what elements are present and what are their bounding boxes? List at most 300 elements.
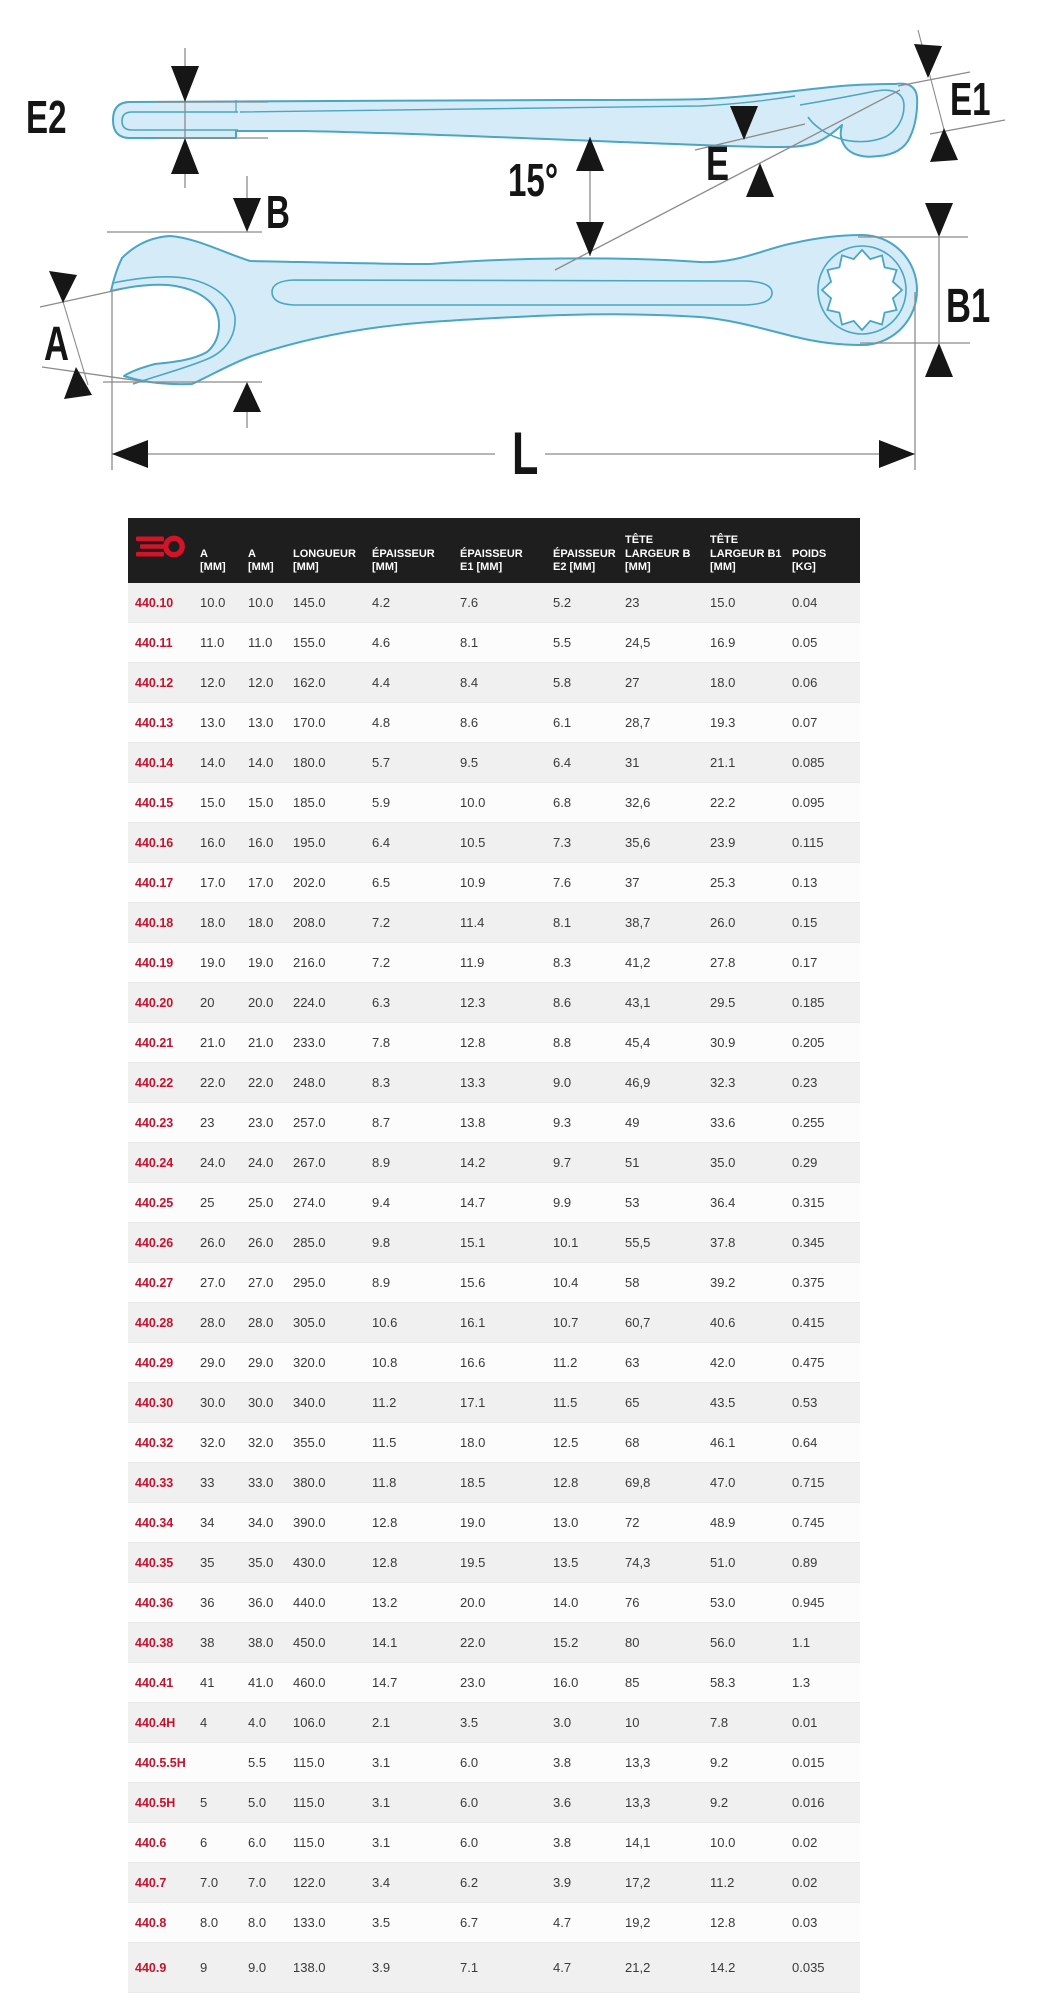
value-cell: 34.0: [248, 1515, 274, 1530]
value-cell: 53: [625, 1195, 640, 1210]
value-cell: 0.17: [792, 955, 818, 970]
value-cell: 65: [625, 1395, 640, 1410]
value-cell: 4.7: [553, 1915, 572, 1930]
value-cell: 41,2: [625, 955, 651, 970]
value-cell: 21.0: [248, 1035, 274, 1050]
value-cell: 63: [625, 1355, 640, 1370]
ref-cell[interactable]: 440.22: [135, 1075, 174, 1090]
value-cell: 15.0: [248, 795, 274, 810]
value-cell: 0.185: [792, 995, 825, 1010]
value-cell: 248.0: [293, 1075, 326, 1090]
value-cell: 1.1: [792, 1635, 811, 1650]
value-cell: 53.0: [710, 1595, 736, 1610]
ref-cell[interactable]: 440.30: [135, 1395, 174, 1410]
value-cell: 170.0: [293, 715, 326, 730]
ref-cell[interactable]: 440.24: [135, 1155, 174, 1170]
value-cell: 320.0: [293, 1355, 326, 1370]
value-cell: 9.2: [710, 1755, 729, 1770]
value-cell: 5.7: [372, 755, 391, 770]
value-cell: 16.0: [248, 835, 274, 850]
ref-cell[interactable]: 440.19: [135, 955, 174, 970]
value-cell: 27.0: [200, 1275, 226, 1290]
value-cell: 28.0: [248, 1315, 274, 1330]
value-cell: 20: [200, 995, 215, 1010]
value-cell: 14.0: [200, 755, 226, 770]
value-cell: 30.9: [710, 1035, 736, 1050]
ref-cell[interactable]: 440.36: [135, 1595, 174, 1610]
value-cell: 0.02: [792, 1875, 818, 1890]
value-cell: 0.115: [792, 835, 824, 850]
value-cell: 14.0: [553, 1595, 579, 1610]
value-cell: 0.035: [792, 1960, 825, 1975]
value-cell: 0.01: [792, 1715, 818, 1730]
value-cell: 10.0: [710, 1835, 736, 1850]
arrow-up-icon: [233, 382, 261, 412]
value-cell: 41.0: [248, 1675, 274, 1690]
value-cell: 450.0: [293, 1635, 326, 1650]
value-cell: 0.255: [792, 1115, 825, 1130]
value-cell: 0.02: [792, 1835, 818, 1850]
value-cell: 7.6: [553, 875, 572, 890]
value-cell: 8.6: [553, 995, 572, 1010]
table-row: [128, 743, 860, 783]
value-cell: 23: [625, 595, 640, 610]
value-cell: 0.345: [792, 1235, 825, 1250]
ref-cell[interactable]: 440.9: [135, 1960, 167, 1975]
column-header-a1: A [MM]: [200, 547, 226, 574]
value-cell: 0.07: [792, 715, 818, 730]
value-cell: 14.7: [372, 1675, 398, 1690]
value-cell: 0.375: [792, 1275, 825, 1290]
value-cell: 0.016: [792, 1795, 825, 1810]
value-cell: 390.0: [293, 1515, 326, 1530]
ref-cell[interactable]: 440.38: [135, 1635, 174, 1650]
value-cell: 22.2: [710, 795, 736, 810]
ref-cell[interactable]: 440.10: [135, 595, 174, 610]
column-header-tete-largeur-b1: TÊTE LARGEUR B1 [MM]: [710, 533, 782, 574]
value-cell: 19.0: [460, 1515, 486, 1530]
table-row: [128, 1463, 860, 1503]
value-cell: 34: [200, 1515, 215, 1530]
ref-cell[interactable]: 440.5.5H: [135, 1755, 186, 1770]
value-cell: 3.8: [553, 1755, 572, 1770]
ref-cell[interactable]: 440.4H: [135, 1715, 176, 1730]
value-cell: 9.8: [372, 1235, 391, 1250]
value-cell: 8.0: [200, 1915, 219, 1930]
value-cell: 18.5: [460, 1475, 486, 1490]
value-cell: 22.0: [460, 1635, 486, 1650]
value-cell: 10.5: [460, 835, 486, 850]
table-row: [128, 1023, 860, 1063]
value-cell: 49: [625, 1115, 640, 1130]
value-cell: 13,3: [625, 1755, 651, 1770]
value-cell: 3.9: [372, 1960, 391, 1975]
value-cell: 0.04: [792, 595, 818, 610]
ref-cell[interactable]: 440.20: [135, 995, 174, 1010]
table-row: [128, 863, 860, 903]
dim-label-b: B: [266, 187, 290, 239]
value-cell: 68: [625, 1435, 640, 1450]
value-cell: 7.8: [710, 1715, 729, 1730]
value-cell: 21.0: [200, 1035, 226, 1050]
value-cell: 41: [200, 1675, 215, 1690]
value-cell: 15.6: [460, 1275, 486, 1290]
value-cell: 4.8: [372, 715, 391, 730]
value-cell: 115.0: [293, 1795, 325, 1810]
value-cell: 74,3: [625, 1555, 651, 1570]
arrow-left-icon: [112, 440, 148, 468]
value-cell: 46.1: [710, 1435, 736, 1450]
value-cell: 195.0: [293, 835, 326, 850]
value-cell: 23.0: [248, 1115, 274, 1130]
value-cell: 3.1: [372, 1835, 391, 1850]
value-cell: 6.4: [553, 755, 572, 770]
table-body: [128, 583, 860, 1993]
column-header-a2: A [MM]: [248, 547, 274, 574]
value-cell: 4.7: [553, 1960, 572, 1975]
table-row: [128, 1303, 860, 1343]
table-row: [128, 703, 860, 743]
table-row: [128, 783, 860, 823]
value-cell: 9.9: [553, 1195, 572, 1210]
value-cell: 6: [200, 1835, 208, 1850]
value-cell: 3.1: [372, 1795, 391, 1810]
value-cell: 6.2: [460, 1875, 479, 1890]
value-cell: 9.7: [553, 1155, 572, 1170]
value-cell: 8.6: [460, 715, 479, 730]
value-cell: 13.8: [460, 1115, 486, 1130]
value-cell: 16.1: [460, 1315, 486, 1330]
ref-cell[interactable]: 440.27: [135, 1275, 174, 1290]
value-cell: 11.8: [372, 1475, 397, 1490]
value-cell: 18.0: [200, 915, 226, 930]
dim-label-e: E: [706, 136, 730, 191]
ref-cell[interactable]: 440.18: [135, 915, 174, 930]
value-cell: 7.6: [460, 595, 479, 610]
value-cell: 56.0: [710, 1635, 736, 1650]
value-cell: 35.0: [248, 1555, 274, 1570]
ref-cell[interactable]: 440.26: [135, 1235, 174, 1250]
table-row: [128, 1503, 860, 1543]
value-cell: 8.3: [553, 955, 572, 970]
value-cell: 138.0: [293, 1960, 326, 1975]
value-cell: 3.9: [553, 1875, 572, 1890]
value-cell: 295.0: [293, 1275, 326, 1290]
value-cell: 58.3: [710, 1675, 736, 1690]
table-row: [128, 663, 860, 703]
ref-cell[interactable]: 440.14: [135, 755, 174, 770]
ref-cell[interactable]: 440.8: [135, 1915, 167, 1930]
value-cell: 14.2: [710, 1960, 736, 1975]
ref-cell[interactable]: 440.15: [135, 795, 174, 810]
value-cell: 115.0: [293, 1835, 325, 1850]
value-cell: 162.0: [293, 675, 326, 690]
value-cell: 23.9: [710, 835, 736, 850]
value-cell: 25.0: [248, 1195, 274, 1210]
value-cell: 122.0: [293, 1875, 326, 1890]
value-cell: 9: [200, 1960, 208, 1975]
value-cell: 133.0: [293, 1915, 326, 1930]
value-cell: 7.2: [372, 915, 391, 930]
value-cell: 14,1: [625, 1835, 651, 1850]
value-cell: 51.0: [710, 1555, 736, 1570]
value-cell: 0.13: [792, 875, 818, 890]
value-cell: 27.0: [248, 1275, 274, 1290]
value-cell: 13.0: [200, 715, 226, 730]
value-cell: 3.0: [553, 1715, 572, 1730]
table-row: [128, 943, 860, 983]
table-row: [128, 1943, 860, 1993]
column-header-logo: [135, 535, 200, 567]
ref-cell[interactable]: 440.5H: [135, 1795, 176, 1810]
value-cell: 7.8: [372, 1035, 391, 1050]
column-header-longueur: LONGUEUR [MM]: [293, 547, 356, 574]
value-cell: 10.4: [553, 1275, 579, 1290]
value-cell: 58: [625, 1275, 640, 1290]
column-header-epaisseur: ÉPAISSEUR [MM]: [372, 547, 435, 574]
column-header-tete-largeur-b: TÊTE LARGEUR B [MM]: [625, 533, 691, 574]
value-cell: 19,2: [625, 1915, 651, 1930]
value-cell: 16.6: [460, 1355, 486, 1370]
value-cell: 13.3: [460, 1075, 486, 1090]
value-cell: 48.9: [710, 1515, 736, 1530]
value-cell: 80: [625, 1635, 640, 1650]
value-cell: 0.23: [792, 1075, 818, 1090]
value-cell: 55,5: [625, 1235, 651, 1250]
value-cell: 17.0: [200, 875, 226, 890]
value-cell: 36: [200, 1595, 215, 1610]
value-cell: 267.0: [293, 1155, 326, 1170]
value-cell: 14.1: [372, 1635, 398, 1650]
ref-cell[interactable]: 440.29: [135, 1355, 174, 1370]
ref-cell[interactable]: 440.7: [135, 1875, 167, 1890]
ref-cell[interactable]: 440.34: [135, 1515, 174, 1530]
value-cell: 460.0: [293, 1675, 326, 1690]
value-cell: 7.2: [372, 955, 391, 970]
value-cell: 305.0: [293, 1315, 326, 1330]
value-cell: 0.415: [792, 1315, 825, 1330]
value-cell: 13.0: [553, 1515, 579, 1530]
value-cell: 0.715: [792, 1475, 825, 1490]
table-row: [128, 1583, 860, 1623]
table-row: [128, 1623, 860, 1663]
value-cell: 12.8: [710, 1915, 736, 1930]
column-header-poids: POIDS [KG]: [792, 547, 827, 574]
value-cell: 42.0: [710, 1355, 736, 1370]
value-cell: 35.0: [710, 1155, 736, 1170]
ref-cell[interactable]: 440.21: [135, 1035, 174, 1050]
value-cell: 6.0: [248, 1835, 267, 1850]
value-cell: 11.2: [710, 1875, 735, 1890]
value-cell: 21,2: [625, 1960, 651, 1975]
dim-label-e2: E2: [26, 92, 67, 144]
value-cell: 10.7: [553, 1315, 579, 1330]
value-cell: 6.7: [460, 1915, 479, 1930]
value-cell: 10.0: [460, 795, 486, 810]
value-cell: 25.3: [710, 875, 736, 890]
value-cell: 8.1: [553, 915, 572, 930]
value-cell: 24,5: [625, 635, 651, 650]
value-cell: 23: [200, 1115, 215, 1130]
value-cell: 0.03: [792, 1915, 818, 1930]
value-cell: 45,4: [625, 1035, 651, 1050]
value-cell: 14.2: [460, 1155, 486, 1170]
value-cell: 6.0: [460, 1755, 479, 1770]
value-cell: 8.9: [372, 1155, 391, 1170]
value-cell: 224.0: [293, 995, 326, 1010]
ref-cell[interactable]: 440.6: [135, 1835, 167, 1850]
ref-cell[interactable]: 440.25: [135, 1195, 174, 1210]
value-cell: 72: [625, 1515, 640, 1530]
ref-cell[interactable]: 440.41: [135, 1675, 174, 1690]
value-cell: 0.89: [792, 1555, 818, 1570]
value-cell: 20.0: [248, 995, 274, 1010]
value-cell: 14.7: [460, 1195, 486, 1210]
value-cell: 12.3: [460, 995, 486, 1010]
ref-cell[interactable]: 440.12: [135, 675, 174, 690]
value-cell: 32,6: [625, 795, 651, 810]
value-cell: 0.095: [792, 795, 825, 810]
arrow-down-icon: [576, 222, 604, 256]
value-cell: 23.0: [460, 1675, 486, 1690]
value-cell: 33.6: [710, 1115, 736, 1130]
value-cell: 10.9: [460, 875, 486, 890]
value-cell: 30.0: [248, 1395, 274, 1410]
value-cell: 17.0: [248, 875, 274, 890]
value-cell: 0.945: [792, 1595, 825, 1610]
value-cell: 5.2: [553, 595, 572, 610]
value-cell: 24.0: [248, 1155, 274, 1170]
value-cell: 380.0: [293, 1475, 326, 1490]
value-cell: 31: [625, 755, 640, 770]
value-cell: 5.9: [372, 795, 391, 810]
value-cell: 285.0: [293, 1235, 326, 1250]
table-header-row: [128, 518, 860, 583]
value-cell: 0.475: [792, 1355, 825, 1370]
ref-cell[interactable]: 440.13: [135, 715, 174, 730]
ref-cell[interactable]: 440.23: [135, 1115, 174, 1130]
value-cell: 0.05: [792, 635, 818, 650]
value-cell: 12.8: [372, 1515, 398, 1530]
table-row: [128, 1183, 860, 1223]
table-row: [128, 1263, 860, 1303]
value-cell: 5: [200, 1795, 208, 1810]
value-cell: 29.0: [248, 1355, 274, 1370]
ref-cell[interactable]: 440.17: [135, 875, 174, 890]
value-cell: 33: [200, 1475, 215, 1490]
value-cell: 3.5: [460, 1715, 479, 1730]
value-cell: 10.1: [553, 1235, 579, 1250]
value-cell: 6.0: [460, 1795, 479, 1810]
dim-label-angle: 15°: [508, 155, 559, 207]
table-row: [128, 1663, 860, 1703]
value-cell: 8.3: [372, 1075, 391, 1090]
value-cell: 37: [625, 875, 640, 890]
table-row: [128, 823, 860, 863]
value-cell: 355.0: [293, 1435, 326, 1450]
dim-label-e1: E1: [950, 74, 991, 126]
value-cell: 4.2: [372, 595, 391, 610]
value-cell: 0.745: [792, 1515, 825, 1530]
table-row: [128, 1543, 860, 1583]
ref-cell[interactable]: 440.35: [135, 1555, 174, 1570]
value-cell: 76: [625, 1595, 640, 1610]
value-cell: 0.64: [792, 1435, 818, 1450]
value-cell: 440.0: [293, 1595, 326, 1610]
ref-cell[interactable]: 440.28: [135, 1315, 174, 1330]
value-cell: 15.1: [460, 1235, 486, 1250]
table-row: [128, 1103, 860, 1143]
value-cell: 185.0: [293, 795, 326, 810]
table-row: [128, 903, 860, 943]
arrow-down-icon: [914, 44, 942, 78]
value-cell: 33.0: [248, 1475, 274, 1490]
value-cell: 1.3: [792, 1675, 811, 1690]
column-header-epaisseur-e2: ÉPAISSEUR E2 [MM]: [553, 547, 616, 574]
value-cell: 11.9: [460, 955, 485, 970]
value-cell: 7.3: [553, 835, 572, 850]
table-row: [128, 1223, 860, 1263]
value-cell: 18.0: [460, 1435, 486, 1450]
value-cell: 11.4: [460, 915, 485, 930]
value-cell: 22.0: [248, 1075, 274, 1090]
ref-cell[interactable]: 440.16: [135, 835, 174, 850]
value-cell: 38,7: [625, 915, 651, 930]
value-cell: 11.2: [372, 1395, 397, 1410]
value-cell: 15.2: [553, 1635, 579, 1650]
value-cell: 10.8: [372, 1355, 398, 1370]
value-cell: 43.5: [710, 1395, 736, 1410]
value-cell: 32.3: [710, 1075, 736, 1090]
value-cell: 17.1: [460, 1395, 486, 1410]
ref-cell[interactable]: 440.33: [135, 1475, 174, 1490]
value-cell: 145.0: [293, 595, 326, 610]
ref-cell[interactable]: 440.11: [135, 635, 173, 650]
dim-a: [40, 271, 140, 399]
table-row: [128, 1743, 860, 1783]
value-cell: 4: [200, 1715, 208, 1730]
value-cell: 17,2: [625, 1875, 651, 1890]
table-row: [128, 623, 860, 663]
value-cell: 85: [625, 1675, 640, 1690]
value-cell: 26.0: [710, 915, 736, 930]
value-cell: 3.8: [553, 1835, 572, 1850]
value-cell: 19.3: [710, 715, 736, 730]
value-cell: 28,7: [625, 715, 651, 730]
value-cell: 6.1: [553, 715, 572, 730]
value-cell: 27: [625, 675, 640, 690]
value-cell: 13.2: [372, 1595, 398, 1610]
value-cell: 6.0: [460, 1835, 479, 1850]
value-cell: 6.4: [372, 835, 391, 850]
arrow-down-icon: [233, 198, 261, 232]
ref-cell[interactable]: 440.32: [135, 1435, 174, 1450]
value-cell: 43,1: [625, 995, 651, 1010]
wrench-top-view: [111, 235, 917, 384]
table-row: [128, 1143, 860, 1183]
value-cell: 36.0: [248, 1595, 274, 1610]
value-cell: 233.0: [293, 1035, 326, 1050]
value-cell: 19.0: [248, 955, 274, 970]
value-cell: 19.0: [200, 955, 226, 970]
value-cell: 5.0: [248, 1795, 267, 1810]
value-cell: 6.5: [372, 875, 391, 890]
value-cell: 0.315: [792, 1195, 825, 1210]
value-cell: 7.1: [460, 1960, 479, 1975]
value-cell: 0.015: [792, 1755, 825, 1770]
value-cell: 0.205: [792, 1035, 825, 1050]
value-cell: 32.0: [200, 1435, 226, 1450]
